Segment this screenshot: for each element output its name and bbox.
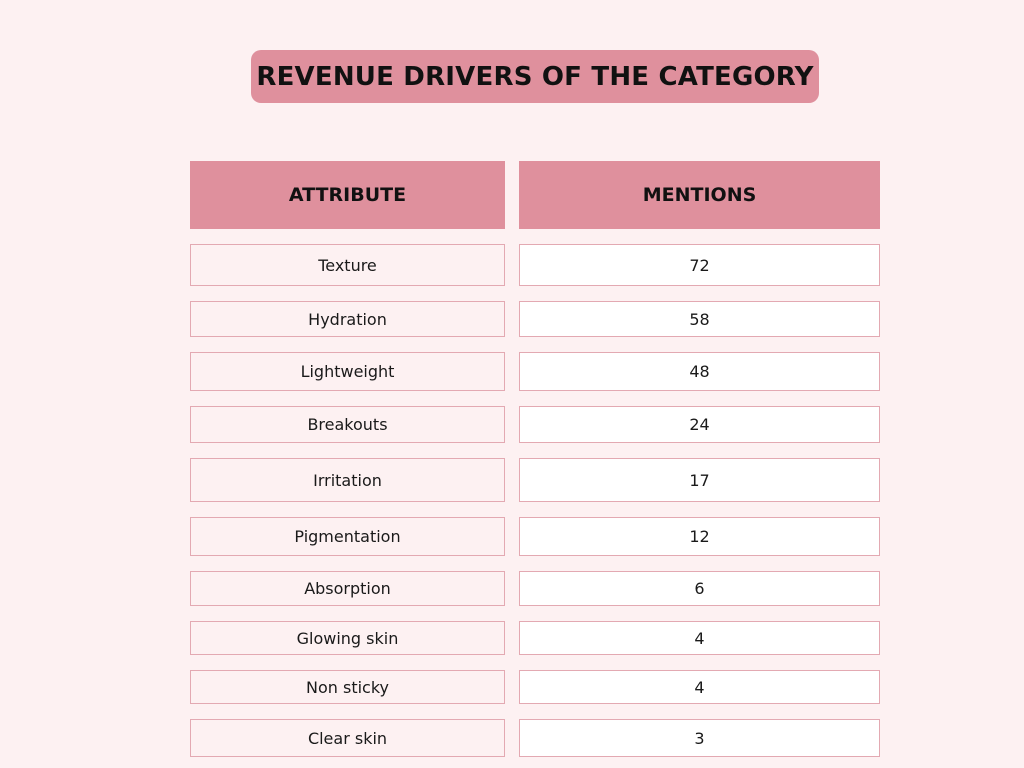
- cell-mentions: 3: [519, 719, 880, 757]
- cell-attribute: Pigmentation: [190, 517, 505, 556]
- cell-mentions: 17: [519, 458, 880, 502]
- cell-mentions: 24: [519, 406, 880, 443]
- cell-mentions: 4: [519, 621, 880, 655]
- cell-attribute: Absorption: [190, 571, 505, 606]
- header-attribute: ATTRIBUTE: [190, 161, 505, 229]
- cell-mentions: 48: [519, 352, 880, 391]
- cell-attribute: Glowing skin: [190, 621, 505, 655]
- cell-attribute: Lightweight: [190, 352, 505, 391]
- cell-mentions: 72: [519, 244, 880, 286]
- cell-attribute: Texture: [190, 244, 505, 286]
- cell-attribute: Irritation: [190, 458, 505, 502]
- cell-attribute: Hydration: [190, 301, 505, 337]
- cell-attribute: Clear skin: [190, 719, 505, 757]
- cell-attribute: Breakouts: [190, 406, 505, 443]
- page-title-banner: [251, 50, 819, 103]
- cell-mentions: 4: [519, 670, 880, 704]
- cell-attribute: Non sticky: [190, 670, 505, 704]
- cell-mentions: 58: [519, 301, 880, 337]
- cell-mentions: 12: [519, 517, 880, 556]
- page-title: REVENUE DRIVERS OF THE CATEGORY: [256, 61, 814, 92]
- cell-mentions: 6: [519, 571, 880, 606]
- header-mentions: MENTIONS: [519, 161, 880, 229]
